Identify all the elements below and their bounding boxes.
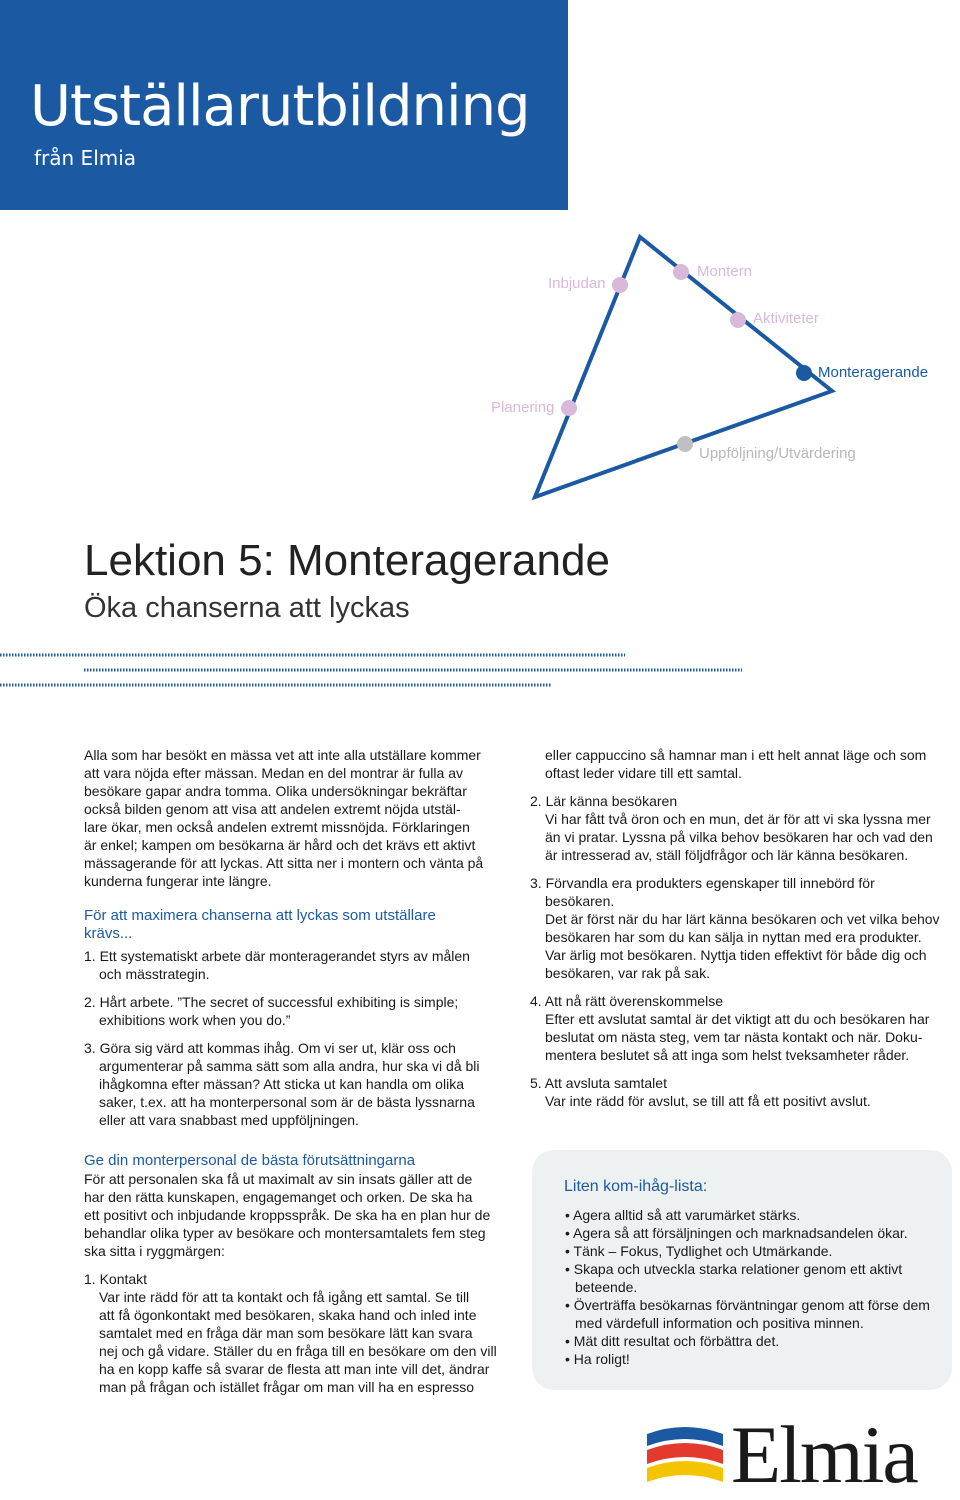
dot-aktiviteter bbox=[730, 312, 746, 328]
step-text: nej och gå vidare. Ställer du en fråga till en besökare om den vill bbox=[99, 1343, 497, 1359]
text-line: mässagerande för att lyckas. Att sitta ner i montern och vänta på bbox=[84, 855, 484, 871]
label-uppfoljning: Uppföljning/Utvärdering bbox=[699, 445, 856, 462]
dot-monteragerande bbox=[796, 365, 812, 381]
checklist-list bbox=[565, 1206, 935, 1368]
lesson-subtitle: Öka chanserna att lyckas bbox=[84, 592, 410, 624]
step-text: man på frågan och istället frågar om man vill ha en espresso bbox=[99, 1379, 475, 1395]
step-text: Var inte rädd för att ta kontakt och få igång ett samtal. Se till bbox=[99, 1289, 470, 1305]
step-text: beslutat om nästa steg, vem tar nästa kontakt och när. Doku- bbox=[545, 1029, 923, 1045]
elmia-wordmark: Elmia bbox=[731, 1409, 917, 1500]
step-text: Det är först när du har lärt känna besökaren och vet vilka behov bbox=[545, 911, 940, 927]
checklist-item: • Överträffa besökarnas förväntningar genom att förse dem med värdefull information och positiva minnen. bbox=[565, 1297, 930, 1331]
dotted-divider bbox=[0, 683, 552, 688]
list-item: 3. Göra sig värd att kommas ihåg. Om vi ser ut, klär oss och bbox=[84, 1040, 456, 1056]
list-item-cont: argumenterar på samma sätt som alla andra, hur ska vi då bli bbox=[99, 1058, 480, 1074]
label-montern: Montern bbox=[697, 263, 753, 280]
left-column bbox=[84, 746, 524, 1129]
label-planering: Planering bbox=[491, 399, 555, 416]
text-line: Alla som har besökt en mässa vet att inte alla utställare kommer bbox=[84, 747, 481, 763]
step-text: Var ärlig mot besökaren. Nyttja tiden effektivt för både dig och bbox=[545, 947, 927, 963]
list-item: 2. Hårt arbete. ”The secret of successful exhibiting is simple; bbox=[84, 994, 459, 1010]
step-title: 5. Att avsluta samtalet bbox=[530, 1075, 667, 1091]
step-text: Vi har fått två öron och en mun, det är för att vi ska lyssna mer bbox=[545, 811, 931, 827]
list-item-cont: och mässtrategin. bbox=[99, 966, 210, 982]
elmia-logo bbox=[645, 1409, 955, 1500]
checklist-item: • Skapa och utveckla starka relationer genom ett aktivt beteende. bbox=[565, 1261, 903, 1295]
step-text: besökaren, var rak på sak. bbox=[545, 965, 710, 981]
elmia-flag-icon bbox=[645, 1420, 725, 1492]
text-line: kunderna fungerar inte längre. bbox=[84, 873, 272, 889]
text-line: är enkel; kampen om besökarna är hård och det krävs ett aktivt bbox=[84, 837, 476, 853]
list-item: 1. Ett systematiskt arbete där monteragerandet styrs av målen bbox=[84, 948, 470, 964]
text-line: besökare gapar andra tomma. Olika undersökningar bekräftar bbox=[84, 783, 467, 799]
checklist-title: Liten kom-ihåg-lista: bbox=[564, 1178, 708, 1195]
dotted-divider bbox=[0, 653, 625, 658]
text-line: behandlar olika typer av besökare och montersamtalets fem steg bbox=[84, 1225, 486, 1241]
section-heading: krävs... bbox=[84, 925, 133, 942]
step-text: att få ögonkontakt med besökaren, skaka hand och inled inte bbox=[99, 1307, 477, 1323]
label-aktiviteter: Aktiviteter bbox=[753, 310, 819, 327]
lesson-title: Lektion 5: Monteragerande bbox=[84, 536, 610, 585]
checklist-item: • Ha roligt! bbox=[565, 1351, 630, 1367]
checklist-panel bbox=[532, 1150, 952, 1390]
step-text: än vi pratar. Lyssna på vilka behov besökaren har och vad den bbox=[545, 829, 933, 845]
staff-section bbox=[84, 1152, 524, 1396]
checklist-item: • Agera så att försäljningen och marknadsandelen ökar. bbox=[565, 1225, 908, 1241]
document-subtitle: från Elmia bbox=[34, 146, 137, 170]
text-line: också bilden genom att visa att andelen extremt nöjda utstäl- bbox=[84, 801, 461, 817]
checklist-item: • Agera alltid så att varumärket stärks. bbox=[565, 1207, 801, 1223]
text-line: För att personalen ska få ut maximalt av sin insats gäller att de bbox=[84, 1171, 473, 1187]
step-text: ha en kopp kaffe så svarar de flesta att man inte vill det, ändrar bbox=[99, 1361, 490, 1377]
step-title: 4. Att nå rätt överenskommelse bbox=[530, 993, 723, 1009]
text-line: eller cappuccino så hamnar man i ett helt annat läge och som bbox=[545, 747, 927, 763]
header-banner bbox=[0, 0, 568, 210]
text-line: att vara nöjda efter mässan. Medan en del montrar är fulla av bbox=[84, 765, 463, 781]
step-text: mentera beslutet så att inga som helst tveksamheter råder. bbox=[545, 1047, 910, 1063]
step-text: Efter ett avslutat samtal är det viktigt att du och besökaren har bbox=[545, 1011, 930, 1027]
checklist-item: • Mät ditt resultat och förbättra det. bbox=[565, 1333, 780, 1349]
section-heading: För att maximera chanserna att lyckas som utställare bbox=[84, 907, 436, 924]
list-item-cont: eller att vara snabbast med uppföljningen. bbox=[99, 1112, 359, 1128]
text-line: ska sitta i ryggmärgen: bbox=[84, 1243, 225, 1259]
step-title: 1. Kontakt bbox=[84, 1271, 148, 1287]
label-monteragerande: Monteragerande bbox=[818, 364, 929, 381]
dotted-divider bbox=[84, 668, 742, 673]
list-item-cont: saker, t.ex. att ha monterpersonal som är de bästa lyssnarna bbox=[99, 1094, 475, 1110]
list-item-cont: exhibitions work when you do.” bbox=[99, 1012, 291, 1028]
step-title-cont: besökaren. bbox=[545, 893, 615, 909]
section-heading: Ge din monterpersonal de bästa förutsättningarna bbox=[84, 1152, 416, 1169]
step-title: 2. Lär känna besökaren bbox=[530, 793, 678, 809]
dot-inbjudan bbox=[612, 277, 628, 293]
text-line: ett positivt och inbjudande kroppsspråk. De ska ha en plan hur de bbox=[84, 1207, 491, 1223]
right-column bbox=[530, 746, 955, 1110]
step-text: besökaren har som du kan sälja in nyttan med era produkter. bbox=[545, 929, 922, 945]
step-text: är intresserad av, ställ följdfrågor och lär känna besökaren. bbox=[545, 847, 909, 863]
dot-montern bbox=[673, 264, 689, 280]
process-diagram bbox=[460, 225, 929, 515]
dot-uppfoljning bbox=[677, 436, 693, 452]
step-text: Var inte rädd för avslut, se till att få ett positivt avslut. bbox=[545, 1093, 871, 1109]
step-text: samtalet med en fråga där man som besökare lätt kan svara bbox=[99, 1325, 473, 1341]
checklist-item: • Tänk – Fokus, Tydlighet och Utmärkande. bbox=[565, 1243, 833, 1259]
text-line: har den rätta kunskapen, engagemanget och orken. De ska ha bbox=[84, 1189, 473, 1205]
text-line: lare ökar, men också andelen extremt missnöjda. Förklaringen bbox=[84, 819, 470, 835]
label-inbjudan: Inbjudan bbox=[548, 275, 606, 292]
text-line: oftast leder vidare till ett samtal. bbox=[545, 765, 742, 781]
step-title: 3. Förvandla era produkters egenskaper till innebörd för bbox=[530, 875, 875, 891]
list-item-cont: ihågkomna efter mässan? Att sticka ut kan handla om olika bbox=[99, 1076, 464, 1092]
dot-planering bbox=[561, 400, 577, 416]
document-title: Utställarutbildning bbox=[30, 74, 530, 139]
